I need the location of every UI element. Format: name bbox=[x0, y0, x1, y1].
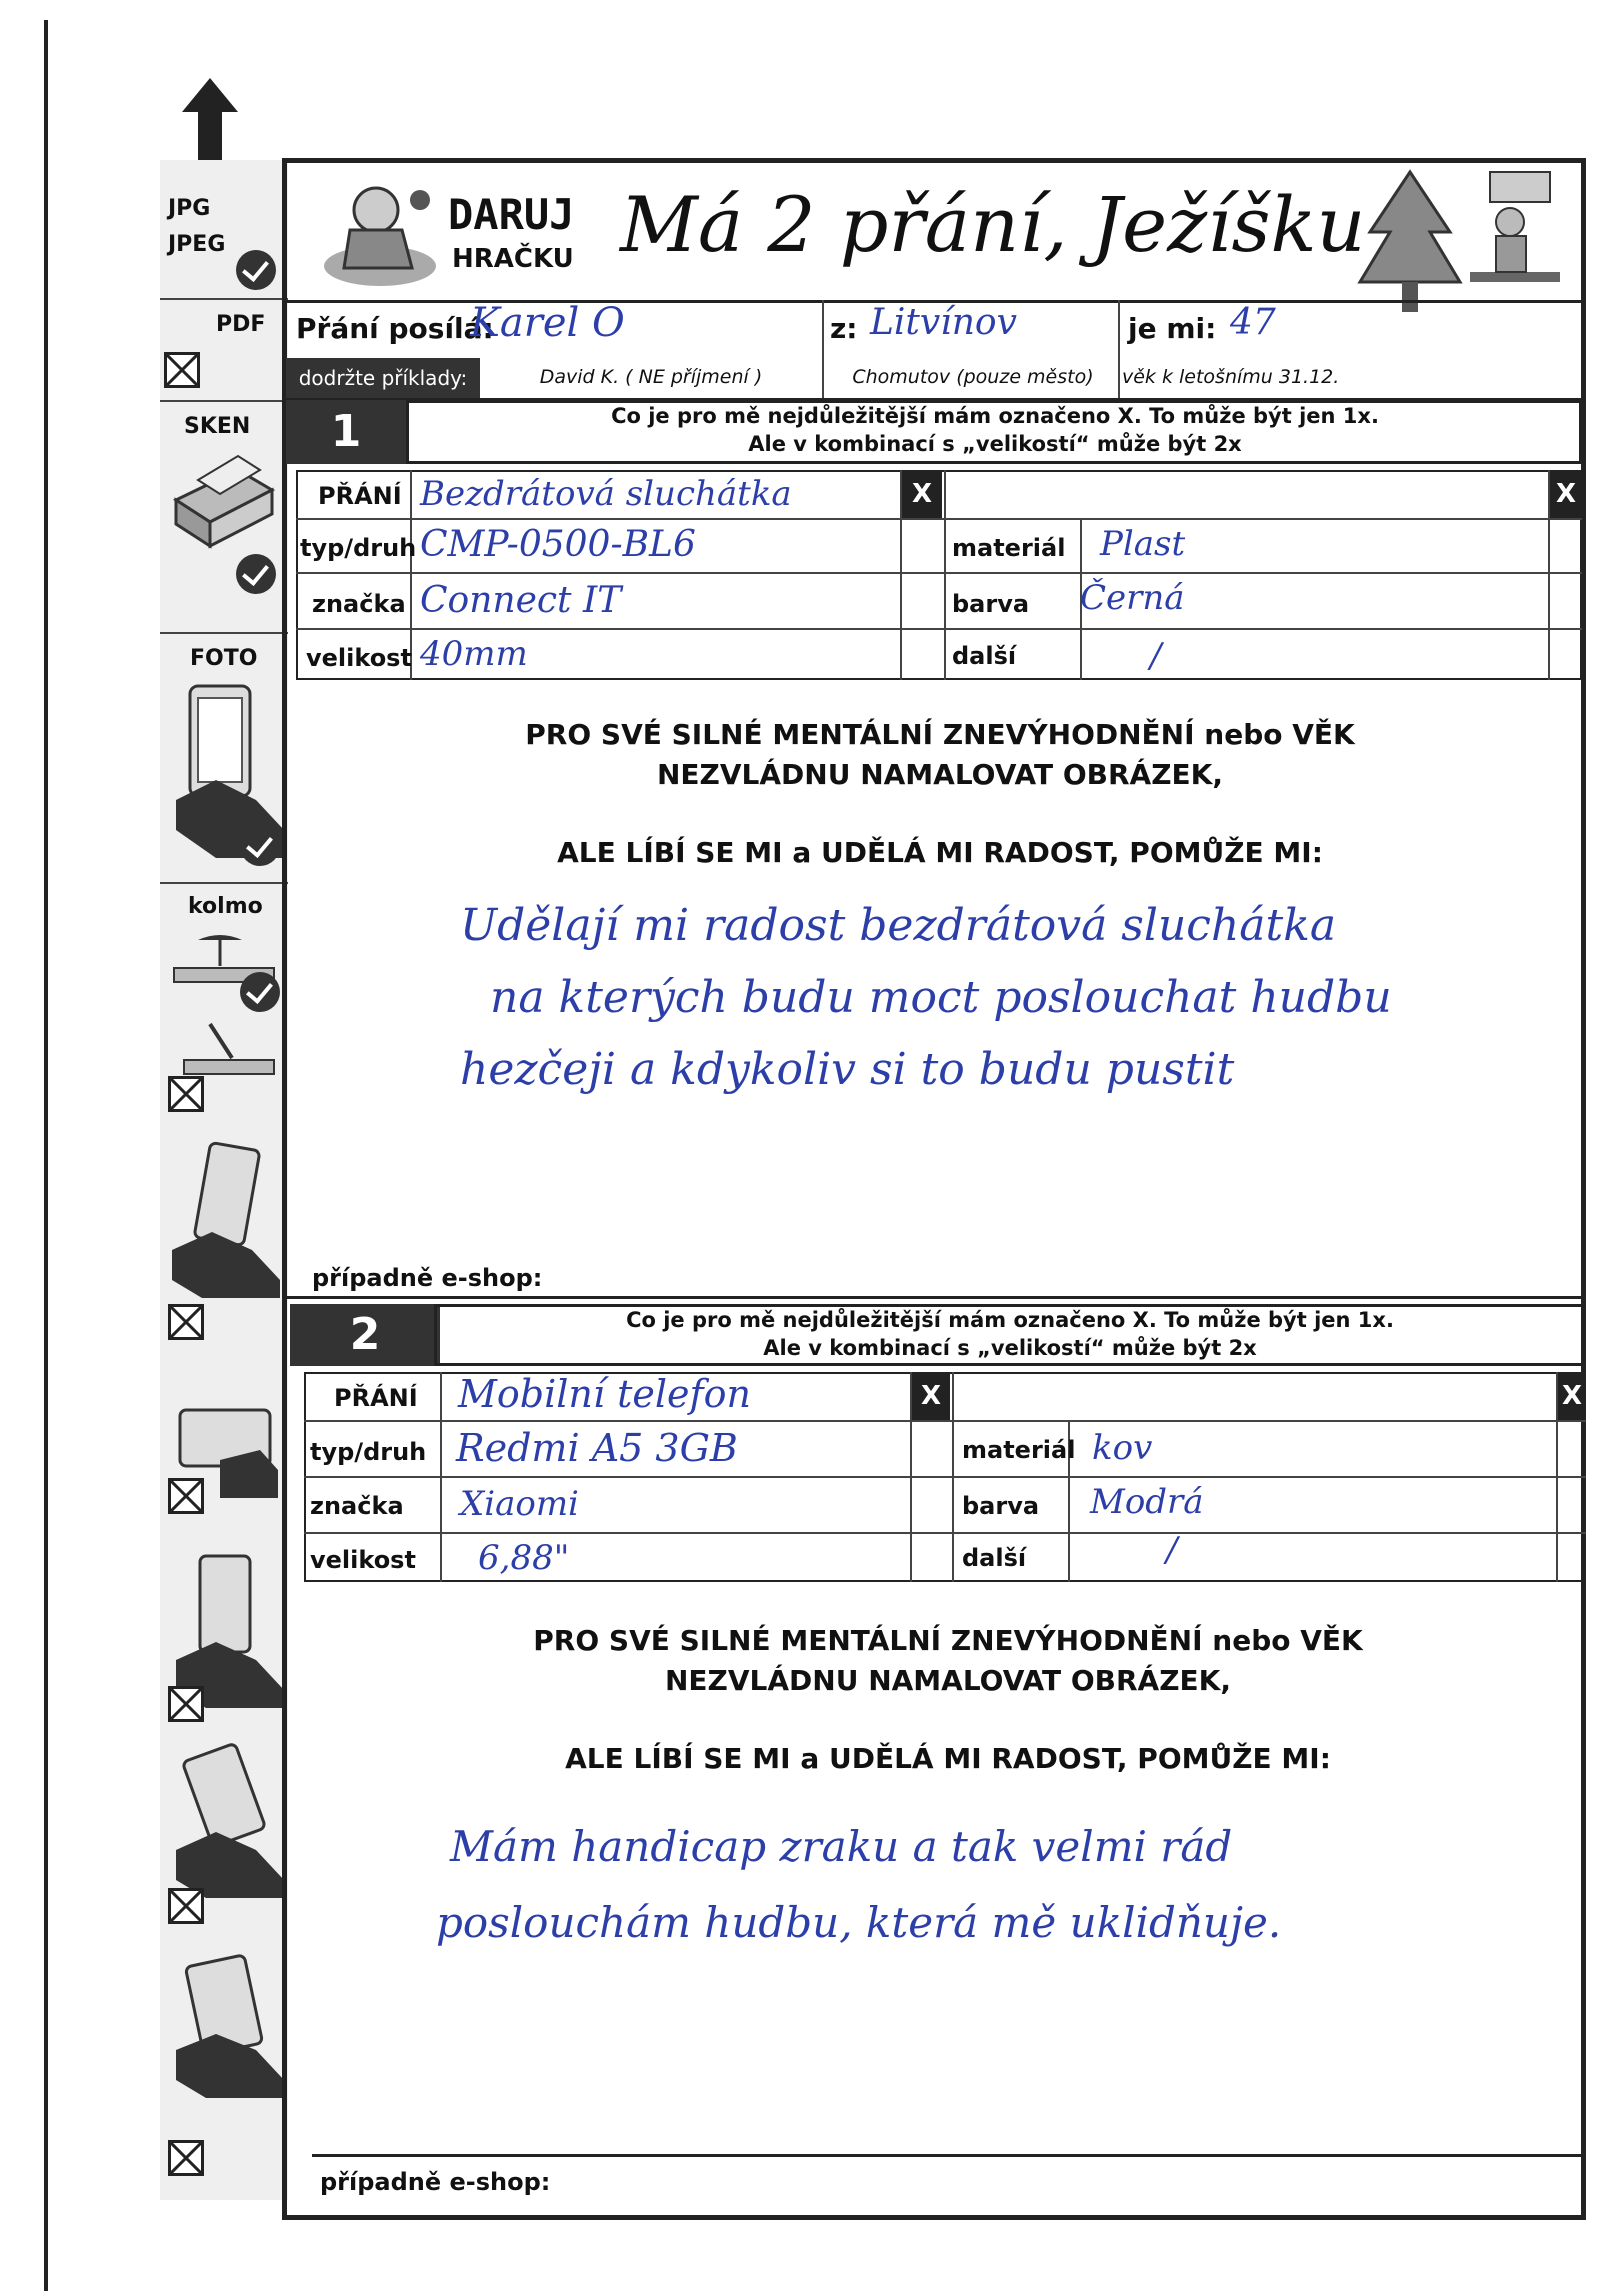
wish2-hand-line1[interactable]: Mám handicap zraku a tak velmi rád bbox=[450, 1822, 1233, 1871]
wish1-disability-line2: NEZVLÁDNU NAMALOVAT OBRÁZEK, bbox=[657, 758, 1223, 791]
wish1-typ-value[interactable]: CMP-0500-BL6 bbox=[420, 524, 696, 565]
christmas-tree-icon bbox=[1350, 162, 1570, 342]
wish1-prani-value[interactable]: Bezdrátová sluchátka bbox=[420, 474, 792, 514]
wish2-prani-x-mark[interactable]: X bbox=[912, 1372, 950, 1420]
wish2-eshop-label: případně e-shop: bbox=[320, 2168, 551, 2196]
sidebar-foto-label: FOTO bbox=[190, 646, 258, 671]
wish2-hand-line2[interactable]: poslouchám hudbu, která mě uklidňuje. bbox=[436, 1898, 1282, 1947]
vertical-cross-icon bbox=[168, 1686, 204, 1722]
wish1-hand-line3[interactable]: hezčeji a kdykoliv si to budu pustit bbox=[460, 1044, 1235, 1095]
wish1-note-line2: Ale v kombinací s „velikostí“ může být 2x bbox=[748, 432, 1242, 456]
wish2-note-line2: Ale v kombinací s „velikostí“ může být 2x bbox=[763, 1336, 1257, 1360]
wish1-bottom-border bbox=[286, 1296, 1586, 1299]
sender-value[interactable]: Karel O bbox=[470, 300, 625, 346]
wish1-hand-line2[interactable]: na kterých budu moct poslouchat hudbu bbox=[490, 972, 1392, 1023]
example-age: věk k letošnímu 31.12. bbox=[1122, 366, 1340, 388]
example-name: David K. ( NE příjmení ) bbox=[539, 366, 763, 388]
wish1-row-line bbox=[296, 628, 1582, 630]
closeup-phone-icon bbox=[176, 1950, 286, 2100]
wish1-note-line1: Co je pro mě nejdůležitější mám označeno X. To může být jen 1x. bbox=[611, 404, 1379, 428]
angled-cross-icon bbox=[168, 1076, 204, 1112]
sidebar-kolmo-label: kolmo bbox=[188, 894, 263, 919]
tilted-phone-icon bbox=[172, 1140, 282, 1300]
wish2-typ-value[interactable]: Redmi A5 3GB bbox=[456, 1426, 738, 1470]
wish2-note-line1: Co je pro mě nejdůležitější mám označeno X. To může být jen 1x. bbox=[626, 1308, 1394, 1332]
wish1-prani-label: PŘÁNÍ bbox=[318, 482, 402, 510]
wish1-material-value[interactable]: Plast bbox=[1100, 524, 1186, 564]
closeup-cross-icon bbox=[168, 2140, 204, 2176]
wish1-dalsi-label: další bbox=[952, 642, 1017, 670]
wish1-velikost-value[interactable]: 40mm bbox=[420, 634, 528, 674]
sidebar-divider bbox=[160, 400, 288, 402]
wish1-dalsi-value[interactable]: / bbox=[1150, 636, 1162, 676]
wish2-znacka-label: značka bbox=[310, 1492, 404, 1520]
wish2-material-value[interactable]: kov bbox=[1092, 1428, 1153, 1468]
wish1-typ-label: typ/druh bbox=[300, 534, 417, 562]
wish2-row-line bbox=[304, 1420, 1586, 1422]
wish2-prani-value[interactable]: Mobilní telefon bbox=[458, 1372, 751, 1416]
wish1-helps-line: ALE LÍBÍ SE MI a UDĚLÁ MI RADOST, POMŮŽE MI: bbox=[557, 836, 1323, 869]
wish2-col-line bbox=[440, 1372, 442, 1582]
kolmo-check-icon bbox=[240, 972, 280, 1012]
wish2-material-label: materiál bbox=[962, 1436, 1076, 1464]
wish2-typ-label: typ/druh bbox=[310, 1438, 427, 1466]
pdf-cross-icon bbox=[164, 352, 200, 388]
wish1-eshop-label: případně e-shop: bbox=[312, 1264, 543, 1292]
wish1-disability-line1: PRO SVÉ SILNÉ MENTÁLNÍ ZNEVÝHODNĚNÍ nebo VĚK bbox=[525, 718, 1355, 751]
wish2-znacka-value[interactable]: Xiaomi bbox=[460, 1484, 579, 1524]
wish2-disability-line2: NEZVLÁDNU NAMALOVAT OBRÁZEK, bbox=[665, 1664, 1231, 1697]
sidebar-pdf-label: PDF bbox=[216, 312, 266, 337]
tilted-cross-icon bbox=[168, 1304, 204, 1340]
sender-label: Přání posílá: bbox=[296, 312, 494, 345]
wish1-right-x-mark[interactable]: X bbox=[1550, 470, 1582, 518]
landscape-cross-icon bbox=[168, 1478, 204, 1514]
wish1-znacka-label: značka bbox=[312, 590, 406, 618]
scanner-icon bbox=[168, 450, 278, 550]
wish1-prani-x-mark[interactable]: X bbox=[902, 470, 942, 518]
wish2-helps-line: ALE LÍBÍ SE MI a UDĚLÁ MI RADOST, POMŮŽE MI: bbox=[565, 1742, 1331, 1775]
sken-check-icon bbox=[236, 554, 276, 594]
wish2-row-line bbox=[304, 1532, 1586, 1534]
wish1-material-label: materiál bbox=[952, 534, 1066, 562]
from-label: z: bbox=[830, 312, 858, 345]
wish2-disability-line1: PRO SVÉ SILNÉ MENTÁLNÍ ZNEVÝHODNĚNÍ nebo VĚK bbox=[533, 1624, 1363, 1657]
foto-check-icon bbox=[240, 826, 280, 866]
wish2-barva-value[interactable]: Modrá bbox=[1090, 1482, 1204, 1522]
logo-line2: HRAČKU bbox=[452, 244, 574, 274]
wish2-dalsi-label: další bbox=[962, 1544, 1027, 1572]
rotated-phone-icon bbox=[176, 1740, 286, 1900]
from-value[interactable]: Litvínov bbox=[870, 302, 1017, 343]
sidebar-jpg-label: JPG bbox=[168, 196, 211, 221]
sidebar-sken-label: SKEN bbox=[184, 414, 251, 439]
sidebar-divider bbox=[160, 882, 288, 884]
wish1-col-line bbox=[944, 470, 946, 680]
wish1-row-line bbox=[296, 572, 1582, 574]
age-value[interactable]: 47 bbox=[1230, 302, 1276, 343]
wish2-right-x-mark[interactable]: X bbox=[1558, 1372, 1586, 1420]
wish2-barva-label: barva bbox=[962, 1492, 1040, 1520]
sidebar-jpeg-label: JPEG bbox=[168, 232, 226, 257]
page-left-border bbox=[44, 20, 48, 2291]
wish1-barva-label: barva bbox=[952, 590, 1030, 618]
santa-logo-icon bbox=[320, 170, 440, 290]
angled-photo-icon bbox=[170, 1020, 280, 1080]
wish1-znacka-value[interactable]: Connect IT bbox=[420, 580, 622, 621]
wish2-prani-label: PŘÁNÍ bbox=[334, 1384, 418, 1412]
age-label: je mi: bbox=[1128, 312, 1217, 345]
rotated-cross-icon bbox=[168, 1888, 204, 1924]
jpg-check-icon bbox=[236, 250, 276, 290]
wish2-dalsi-value[interactable]: / bbox=[1166, 1530, 1178, 1570]
wish2-col-line bbox=[952, 1372, 954, 1582]
wish2-velikost-label: velikost bbox=[310, 1546, 416, 1574]
wish2-row-line bbox=[304, 1476, 1586, 1478]
wish1-barva-value[interactable]: Černá bbox=[1080, 578, 1185, 618]
wish1-number: 1 bbox=[286, 400, 406, 464]
wish1-row-line bbox=[296, 518, 1582, 520]
example-city: Chomutov (pouze město) bbox=[852, 366, 1094, 388]
wish2-number: 2 bbox=[290, 1304, 440, 1366]
examples-sep bbox=[1118, 358, 1120, 398]
page-title: Má 2 přání, Ježíšku bbox=[620, 180, 1366, 269]
sidebar-divider bbox=[160, 632, 288, 634]
from-sep bbox=[1118, 300, 1120, 358]
wish2-velikost-value[interactable]: 6,88" bbox=[478, 1538, 570, 1578]
wish1-hand-line1[interactable]: Udělají mi radost bezdrátová sluchátka bbox=[460, 900, 1337, 951]
examples-label: dodržte příklady: bbox=[286, 358, 480, 398]
logo-line1: DARUJ bbox=[448, 190, 575, 239]
sidebar-divider bbox=[160, 298, 288, 300]
examples-sep bbox=[822, 358, 824, 398]
wish1-velikost-label: velikost bbox=[306, 644, 412, 672]
wish2-eshop-divider bbox=[312, 2154, 1586, 2157]
sender-sep bbox=[822, 300, 824, 358]
